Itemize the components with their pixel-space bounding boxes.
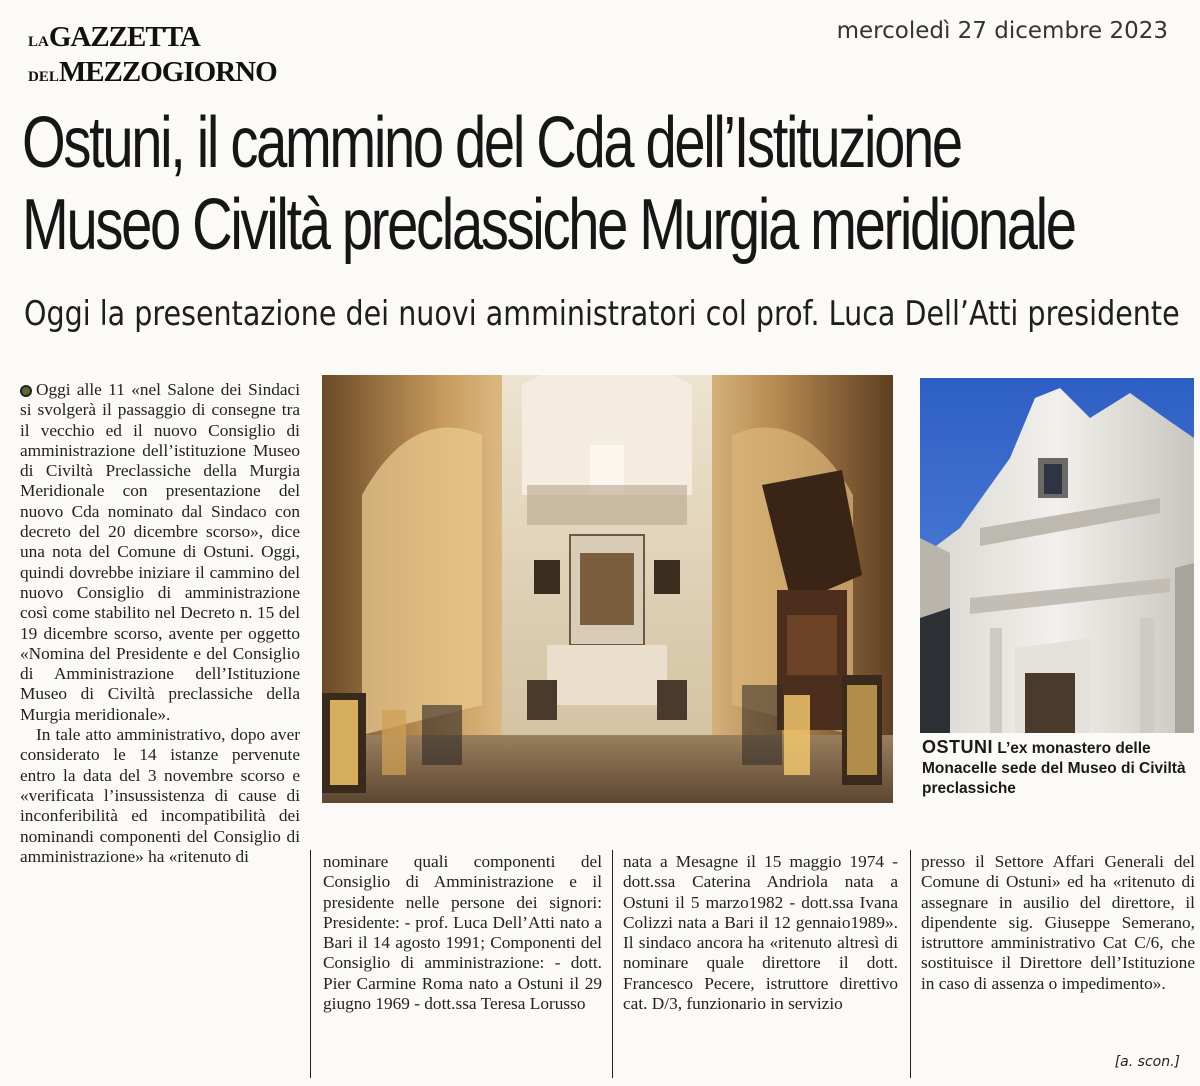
caption-text: L’ex monastero delle Monacelle sede del Museo di Civiltà preclassiche xyxy=(922,740,1186,797)
masthead-preposition: DEL xyxy=(28,69,59,85)
article-column-2: nominare quali componenti del Consiglio di Amministrazione e il presidente nelle persone dei signori: Presidente: - prof. Luca Dell’Atti nato a Bari il 14 agosto 1991; Componenti del Consiglio di amministrazione: - dott. Pier Carmine Roma nato a Ostuni il 29 giugno 1969 - dott.ssa Teresa Lorusso xyxy=(323,852,602,1014)
column-divider xyxy=(310,850,311,1078)
newspaper-masthead xyxy=(28,21,277,88)
article-column-1 xyxy=(20,380,300,867)
monastery-facade-illustration xyxy=(920,378,1194,733)
article-paragraph-2: In tale atto amministrativo, dopo aver considerato le 14 istanze pervenute entro la data del 3 novembre scorso e «verificata l’insussistenza di cause di inconferibilità ed incompatibilità dei nominandi componenti del Consiglio di amministrazione» ha «ritenuto di xyxy=(20,725,300,866)
photo-caption xyxy=(922,737,1194,799)
monastery-facade-photo xyxy=(920,378,1194,733)
caption-place: OSTUNI xyxy=(922,737,994,757)
article-paragraph-1: Oggi alle 11 «nel Salone dei Sindaci si svolgerà il passaggio di consegne tra il vecchio ed il nuovo Consiglio di amministrazione dell’istituzione Museo di Civiltà Preclassiche della Murgia Meridionale con presentazione del nuovo Cda nominato dal Sindaco con decreto del 20 dicembre scorso», dice una nota del Comune di Ostuni. Oggi, quindi dovrebbe iniziare il cammino del nuovo Consiglio di amministrazione così come stabilito nel Decreto n. 15 del 19 dicembre scorso, avente per oggetto «Nomina del Presidente e del Consiglio di Amministrazione dell’Istituzione Museo di Civiltà preclassiche della Murgia meridionale». xyxy=(20,380,300,724)
masthead-line-1: GAZZETTA xyxy=(48,21,200,53)
column-divider xyxy=(612,850,613,1078)
masthead-article: LA xyxy=(28,34,49,50)
article-column-4: presso il Settore Affari Generali del Comune di Ostuni» ed ha «ritenuto di assegnare in ausilio del direttore, il dipendente sig. Giuseppe Semerano, istruttore amministrativo Cat C/6, che sostituisce il Direttore dell’Istituzione in caso di assenza o impedimento». xyxy=(921,852,1195,993)
publication-date: mercoledì 27 dicembre 2023 xyxy=(836,18,1168,44)
column-divider xyxy=(910,850,911,1078)
bullet-icon xyxy=(20,385,32,397)
church-interior-photo xyxy=(322,375,893,803)
headline-line-1: Ostuni, il cammino del Cda dell’Istituzione xyxy=(22,103,961,183)
church-interior-illustration xyxy=(322,375,893,803)
subheadline: Oggi la presentazione dei nuovi amministratori col prof. Luca Dell’Atti presidente xyxy=(24,294,1180,334)
masthead-line-2: MEZZOGIORNO xyxy=(58,56,277,88)
headline-line-2: Museo Civiltà preclassiche Murgia meridionale xyxy=(22,185,1075,265)
author-signature: [a. scon.] xyxy=(1114,1054,1180,1070)
article-column-3: nata a Mesagne il 15 maggio 1974 - dott.ssa Caterina Andriola nata a Ostuni il 5 marzo1982 - dott.ssa Ivana Colizzi nata a Bari il 12 gennaio1989». Il sindaco ancora ha «ritenuto altresì di nominare quale direttore il dott. Francesco Pecere, istruttore direttivo cat. D/3, funzionario in servizio xyxy=(623,852,898,1014)
